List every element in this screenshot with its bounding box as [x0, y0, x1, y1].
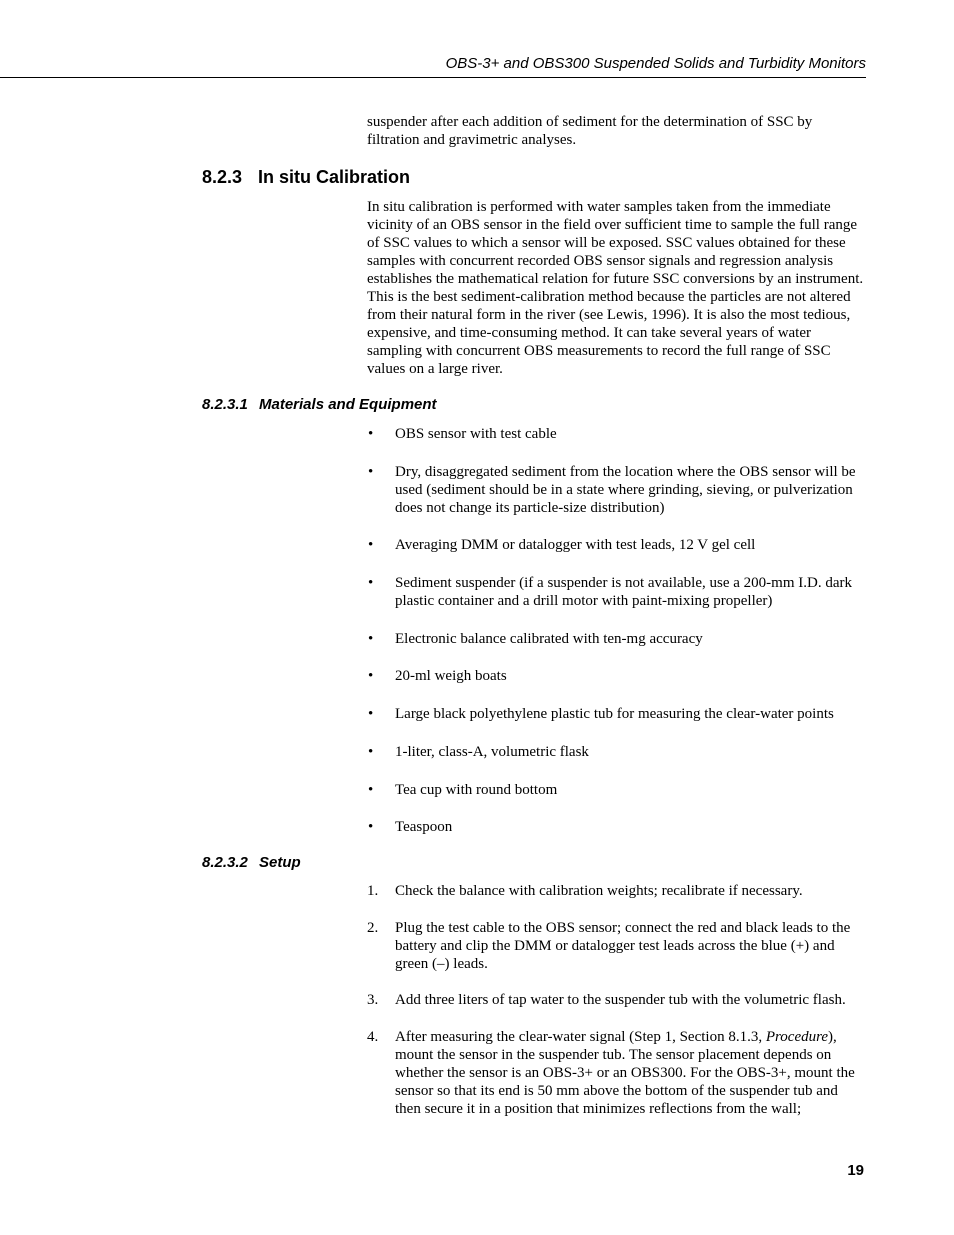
bullet-marker: • — [368, 575, 374, 591]
section-title: In situ Calibration — [258, 167, 411, 187]
list-item — [367, 536, 867, 554]
bullet-marker: • — [368, 668, 374, 684]
list-item-text: Dry, disaggregated sediment from the location where the OBS sensor will be used (sediment should be in a state where grinding, sieving, or pulverization does not change its particle-size distribution) — [395, 464, 856, 516]
subsection-number: 8.2.3.2 — [202, 854, 248, 871]
list-item — [367, 425, 867, 443]
list-item — [367, 705, 867, 723]
list-item — [367, 781, 867, 799]
step-number: 4. — [367, 1029, 379, 1045]
bullet-marker: • — [368, 464, 374, 480]
list-item — [367, 463, 867, 517]
subsection-title: Materials and Equipment — [259, 396, 437, 413]
running-header — [0, 55, 866, 78]
running-header-title: OBS-3+ and OBS300 Suspended Solids and Turbidity Monitors — [445, 55, 866, 72]
bullet-marker: • — [368, 426, 374, 442]
list-item-text: 1-liter, class-A, volumetric flask — [395, 744, 589, 760]
page-number: 19 — [847, 1162, 864, 1179]
step-text: Add three liters of tap water to the suspender tub with the volumetric flash. — [395, 992, 846, 1008]
list-item — [367, 818, 867, 836]
step-text-part: ), mount the sensor in the suspender tub. The sensor placement depends on whether the sensor is an OBS-3+ or an OBS300. For the OBS-3+, mount the sensor so that its end is 50 mm above the bottom of the suspender tub and then secure it in a position that minimizes reflections from the wall; — [395, 1029, 855, 1117]
procedure-reference: Procedure — [765, 1029, 829, 1045]
subsection-number: 8.2.3.1 — [202, 396, 248, 413]
list-item-text: Teaspoon — [395, 819, 453, 835]
step-text — [395, 1028, 867, 1118]
subsection-heading-materials — [202, 396, 437, 414]
bullet-marker: • — [368, 537, 374, 553]
bullet-marker: • — [368, 706, 374, 722]
step-item — [367, 991, 867, 1009]
list-item-text: Sediment suspender (if a suspender is not available, use a 200-mm I.D. dark plastic container and a drill motor with paint-mixing propeller) — [395, 575, 852, 609]
list-item — [367, 574, 867, 610]
step-number: 2. — [367, 920, 379, 936]
bullet-marker: • — [368, 631, 374, 647]
step-text: Plug the test cable to the OBS sensor; connect the red and black leads to the battery and clip the DMM or datalogger test leads across the blue (+) and green (–) leads. — [395, 920, 851, 972]
list-item — [367, 743, 867, 761]
list-item-text: Electronic balance calibrated with ten-mg accuracy — [395, 631, 703, 647]
list-item-text: Large black polyethylene plastic tub for measuring the clear-water points — [395, 706, 834, 722]
step-item — [367, 919, 867, 973]
subsection-heading-setup — [202, 854, 301, 872]
step-text: Check the balance with calibration weights; recalibrate if necessary. — [395, 883, 803, 899]
subsection-title: Setup — [259, 854, 301, 871]
bullet-marker: • — [368, 819, 374, 835]
step-item — [367, 1028, 867, 1118]
list-item-text: 20-ml weigh boats — [395, 668, 507, 684]
bullet-marker: • — [368, 744, 374, 760]
section-paragraph: In situ calibration is performed with water samples taken from the immediate vicinity of an OBS sensor in the field over sufficient time to sample the full range of SSC values to which a sensor will be exposed. SSC values obtained for these samples with concurrent recorded OBS sensor signals and regression analysis establishes the mathematical relation for future SSC conversions by an instrument. This is the best sediment-calibration method because the particles are not altered from their natural form in the river (see Lewis, 1996). It is also the most tedious, expensive, and time-consuming method. It can take several years of water sampling with concurrent OBS measurements to record the full range of SSC values on a large river. — [367, 199, 864, 377]
list-item — [367, 630, 867, 648]
list-item-text: OBS sensor with test cable — [395, 426, 557, 442]
list-item-text: Tea cup with round bottom — [395, 782, 558, 798]
step-number: 1. — [367, 883, 379, 899]
list-item — [367, 667, 867, 685]
step-item — [367, 882, 867, 900]
step-number: 3. — [367, 992, 379, 1008]
step-text-part: After measuring the clear-water signal (Step 1, Section 8.1.3, — [395, 1029, 766, 1045]
section-number: 8.2.3 — [202, 167, 243, 187]
intro-paragraph: suspender after each addition of sediment for the determination of SSC by filtration and gravimetric analyses. — [367, 114, 813, 148]
list-item-text: Averaging DMM or datalogger with test leads, 12 V gel cell — [395, 537, 756, 553]
section-heading-8-2-3 — [202, 166, 410, 188]
bullet-marker: • — [368, 782, 374, 798]
